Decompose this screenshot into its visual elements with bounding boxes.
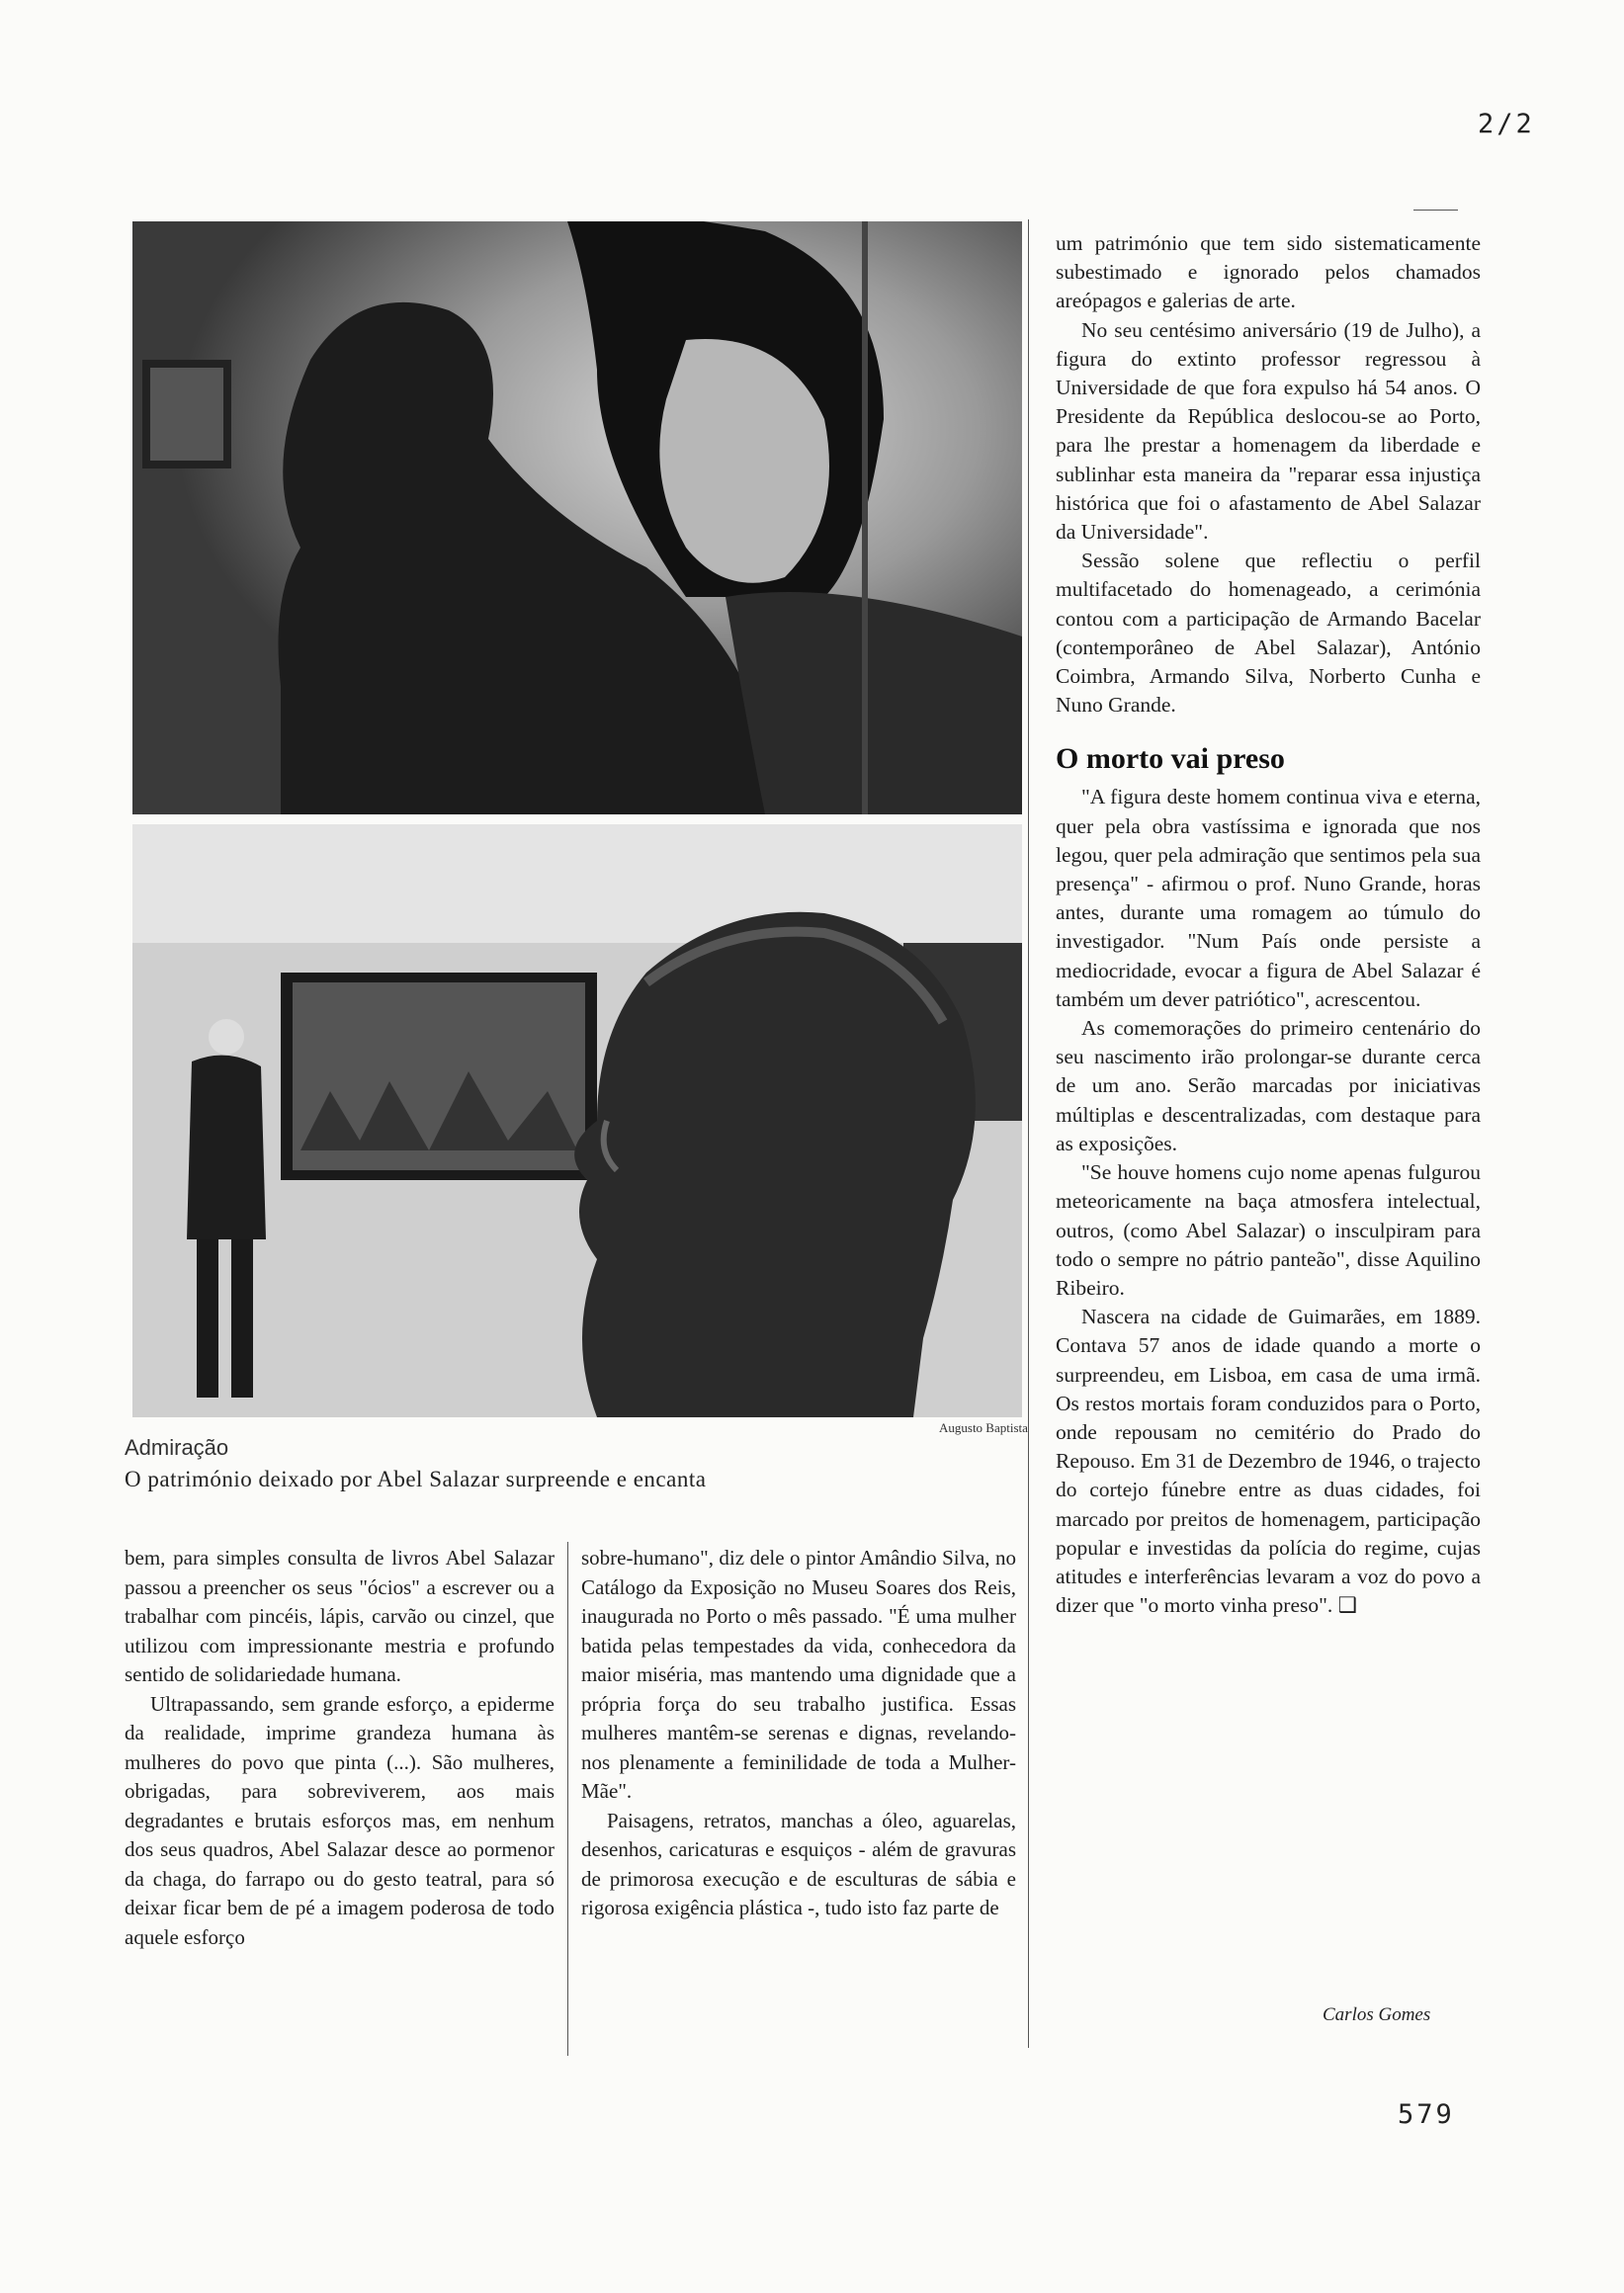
right-paragraph-2: No seu centésimo aniversário (19 de Julho), a figura do extinto professor regressou à Universidade de que fora expulso há 54 anos. O Presidente da República deslocou-se ao Porto, para lhe prestar a homenagem da liberdade e sublinhar esta maneira da "reparar essa injustiça histórica que foi o afastamento de Abel Salazar da Universidade".	[1056, 317, 1481, 545]
page-number: 579	[1398, 2099, 1455, 2130]
caption-subtitle: O património deixado por Abel Salazar surpreende e encanta	[125, 1467, 707, 1491]
right-paragraph-7: Nascera na cidade de Guimarães, em 1889. Contava 57 anos de idade quando a morte o surpreendeu, em Lisboa, em casa de uma irmã. Os restos mortais foram conduzidos para o Porto, onde repousam no cemitério do Prado do Repouso. Em 31 de Dezembro de 1946, o trajecto do cortejo fúnebre entre as duas cidades, foi marcado por preitos de homenagem, participação popular e investidas da polícia do regime, cujas atitudes e interferências levaram a voz do povo a dizer que "o morto vinha preso". ❑	[1056, 1305, 1481, 1618]
column-right	[1056, 229, 1481, 1620]
left-paragraph-1: bem, para simples consulta de livros Abel Salazar passou a preencher os seus "ócios" a escrever ou a trabalhar com pincéis, lápis, carvão ou cinzel, que utilizou com impressionante mestria e profundo sentido de solidariedade humana.	[125, 1546, 555, 1686]
column-divider	[1028, 219, 1029, 2048]
byline: Carlos Gomes	[1323, 2004, 1431, 2025]
right-paragraph-1: um património que tem sido sistematicamente subestimado e ignorado pelos chamados areópagos e galerias de arte.	[1056, 231, 1481, 313]
woman-looking-at-bust-photo	[132, 221, 1022, 814]
top-photo	[132, 221, 1022, 814]
section-subhead: O morto vai preso	[1056, 742, 1285, 776]
column-divider	[567, 1542, 568, 2056]
right-paragraph-4: "A figura deste homem continua viva e eterna, quer pela obra vastíssima e ignorada que nos legou, quer pela admiração que sentimos pela sua presença" - afirmou o prof. Nuno Grande, horas antes, durante uma romagem ao túmulo do investigador. "Num País onde persiste a mediocridade, evocar a figura de Abel Salazar é também um dever patriótico", acrescentou.	[1056, 785, 1481, 1011]
right-paragraph-5: As comemorações do primeiro centenário do seu nascimento irão prolongar-se durante cerca de um ano. Serão marcadas por iniciativas múltiplas e descentralizadas, com destaque para as exposições.	[1056, 1016, 1481, 1155]
column-left	[125, 1544, 555, 1952]
bottom-photo	[132, 824, 1022, 1417]
middle-paragraph-2: Paisagens, retratos, manchas a óleo, aguarelas, desenhos, caricaturas e esquiços - além de gravuras de primorosa execução e de esculturas de sábia e rigorosa exigência plástica -, tudo isto faz parte de	[581, 1808, 1016, 1919]
right-paragraph-6: "Se houve homens cujo nome apenas fulgurou meteoricamente na baça atmosfera intelectual, outros, (como Abel Salazar) o insculpiram para todo o sempre no pátrio panteão", disse Aquilino Ribeiro.	[1056, 1160, 1481, 1300]
column-middle	[581, 1544, 1016, 1923]
right-paragraph-3: Sessão solene que reflectiu o perfil multifacetado do homenageado, a cerimónia contou com a participação de Armando Bacelar (contemporâneo de Abel Salazar), António Coimbra, Armando Silva, Norberto Cunha e Nuno Grande.	[1056, 549, 1481, 718]
left-paragraph-2: Ultrapassando, sem grande esforço, a epiderme da realidade, imprime grandeza humana às mulheres do povo que pinta (...). São mulheres, obrigadas, para sobreviverem, aos mais degradantes e brutais esforços mas, em nenhum dos seus quadros, Abel Salazar desce ao pormenor da chaga, do farrapo ou do gesto teatral, para só deixar ficar bem de pé a imagem poderosa de todo aquele esforço	[125, 1691, 555, 1949]
middle-paragraph-1: sobre-humano", diz dele o pintor Amândio Silva, no Catálogo da Exposição no Museu Soares dos Reis, inaugurada no Porto o mês passado. "É uma mulher batida pelas tempestades da vida, conhecedora da maior miséria, mas mantendo uma dignidade que a própria força do seu trabalho justifica. Essas mulheres mantêm-se serenas e dignas, revelando-nos plenamente a feminilidade de toda a Mulher-Mãe".	[581, 1546, 1016, 1803]
page-count: 2/2	[1478, 109, 1535, 139]
caption-title: Admiração	[125, 1435, 229, 1460]
bronze-head-and-visitor-photo	[132, 824, 1022, 1417]
corner-rule	[1413, 210, 1458, 211]
photo-credit: Augusto Baptista	[939, 1420, 1028, 1435]
